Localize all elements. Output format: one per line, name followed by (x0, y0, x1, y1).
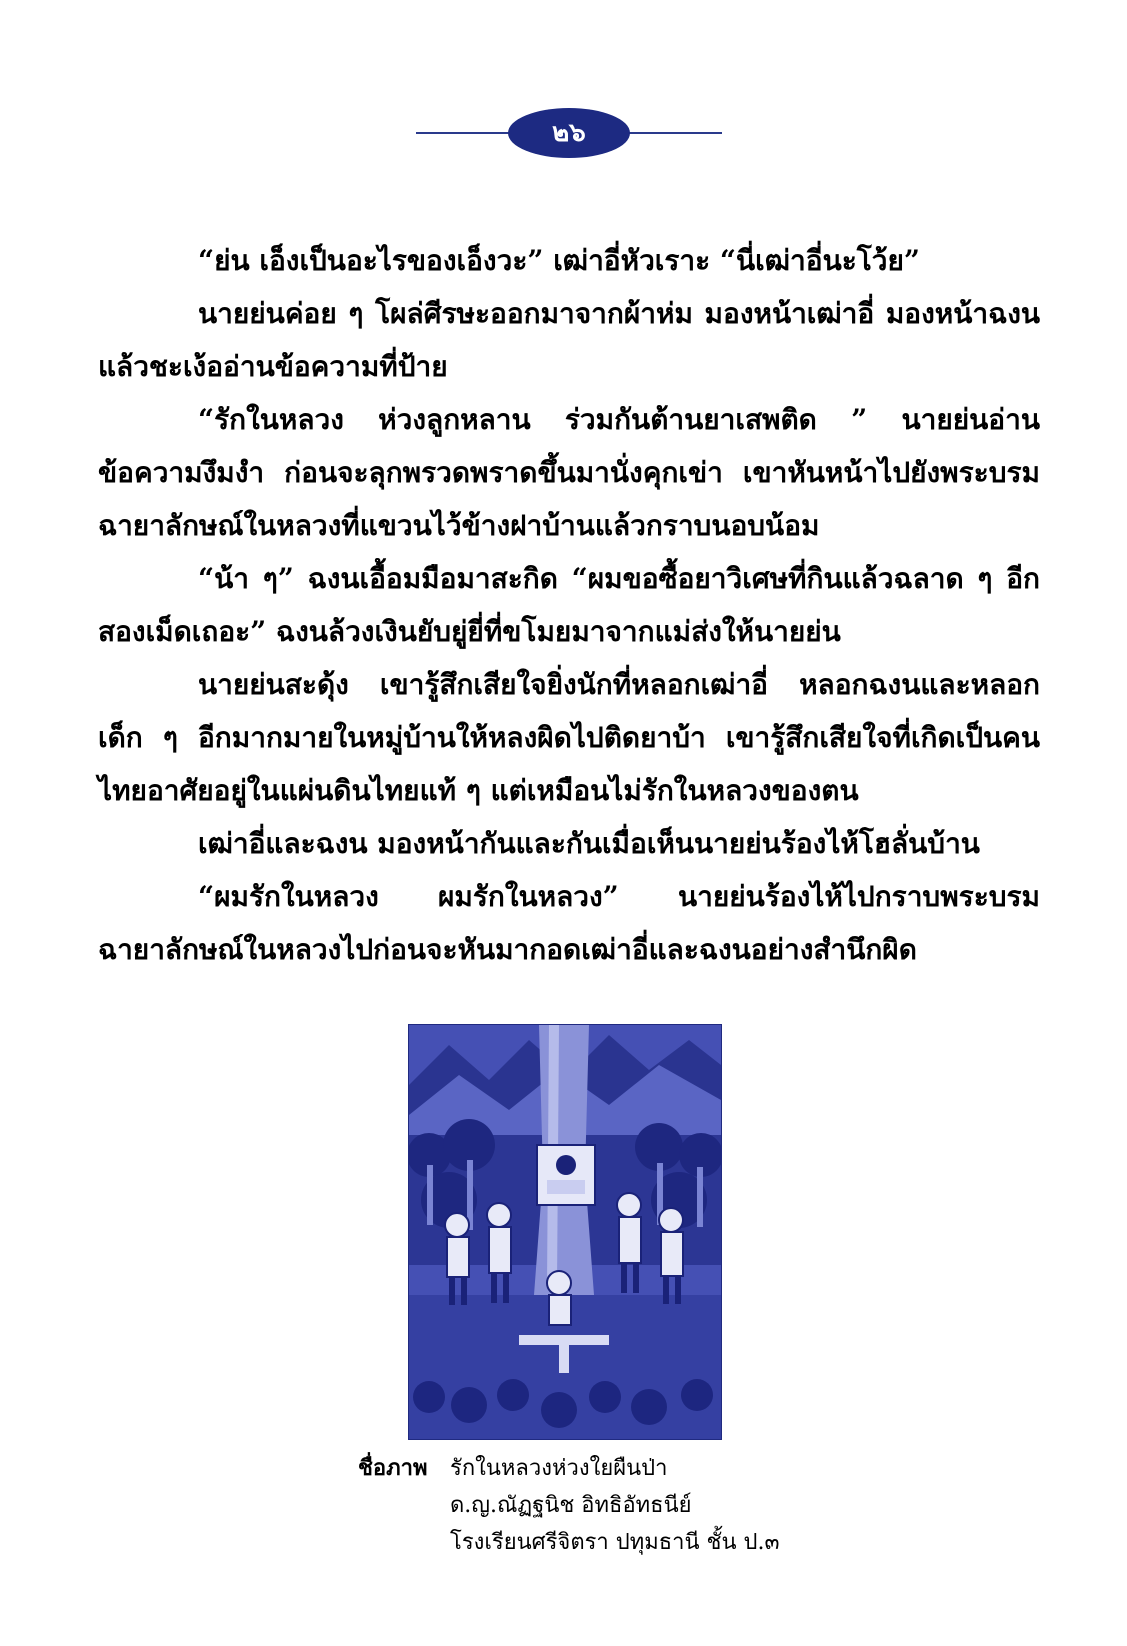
paragraph: เฒ่าอี่และฉงน มองหน้ากันและกันเมื่อเห็นนายย่นร้องไห้โฮลั่นบ้าน (198, 827, 980, 860)
caption-school-row (358, 1524, 918, 1561)
child-drawing-illustration (408, 1024, 722, 1440)
drawing-artwork (409, 1025, 721, 1439)
paragraph: นายย่นค่อย ๆ โผล่ศีรษะออกมาจากผ้าห่ม มองหน้าเฒ่าอี่ มองหน้าฉงน แล้วชะเง้ออ่านข้อความที่ป้าย (98, 297, 1040, 383)
paragraph: “ผมรักในหลวง ผมรักในหลวง” นายย่นร้องไห้ไปกราบพระบรมฉายาลักษณ์ในหลวงไปก่อนจะหันมากอดเฒ่าอี่และฉงนอย่างสำนึกผิด (98, 880, 1040, 966)
caption-spacer (358, 1524, 450, 1561)
illustration-caption (358, 1450, 918, 1561)
caption-label: ชื่อภาพ (358, 1455, 428, 1481)
paragraph: “น้า ๆ” ฉงนเอื้อมมือมาสะกิด “ผมขอซื้อยาวิเศษที่กินแล้วฉลาด ๆ อีกสองเม็ดเถอะ” ฉงนล้วงเงินยับยู่ยี่ที่ขโมยมาจากแม่ส่งให้นายย่น (98, 562, 1040, 648)
paragraph: “ย่น เอ็งเป็นอะไรของเอ็งวะ” เฒ่าอี่หัวเราะ “นี่เฒ่าอี่นะโว้ย” (198, 244, 921, 277)
caption-title: รักในหลวงห่วงใยผืนป่า (450, 1456, 668, 1481)
caption-artist-row (358, 1487, 918, 1524)
paragraph: นายย่นสะดุ้ง เขารู้สึกเสียใจยิ่งนักที่หลอกเฒ่าอี่ หลอกฉงนและหลอกเด็ก ๆ อีกมากมายในหมู่บ้านให้หลงผิดไปติดยาบ้า เขารู้สึกเสียใจที่เกิดเป็นคนไทยอาศัยอยู่ในแผ่นดินไทยแท้ ๆ แต่เหมือนไม่รักในหลวงของตน (98, 668, 1040, 807)
page-number-rule-right (622, 132, 722, 134)
page-number: ๒๖ (508, 108, 630, 158)
caption-artist: ด.ญ.ณัฏฐนิช อิทธิอัทธนีย์ (450, 1493, 692, 1518)
caption-title-row (358, 1450, 918, 1487)
paragraph: “รักในหลวง ห่วงลูกหลาน ร่วมกันต้านยาเสพติด ” นายย่นอ่านข้อความงึมงำ ก่อนจะลุกพรวดพราดขึ้นมานั่งคุกเข่า เขาหันหน้าไปยังพระบรมฉายาลักษณ์ในหลวงที่แขวนไว้ข้างฝาบ้านแล้วกราบนอบน้อม (98, 403, 1040, 542)
caption-spacer (358, 1487, 450, 1524)
story-text (98, 234, 1040, 976)
page-number-rule-left (416, 132, 516, 134)
caption-school: โรงเรียนศรีจิตรา ปทุมธานี ชั้น ป.๓ (450, 1530, 780, 1555)
